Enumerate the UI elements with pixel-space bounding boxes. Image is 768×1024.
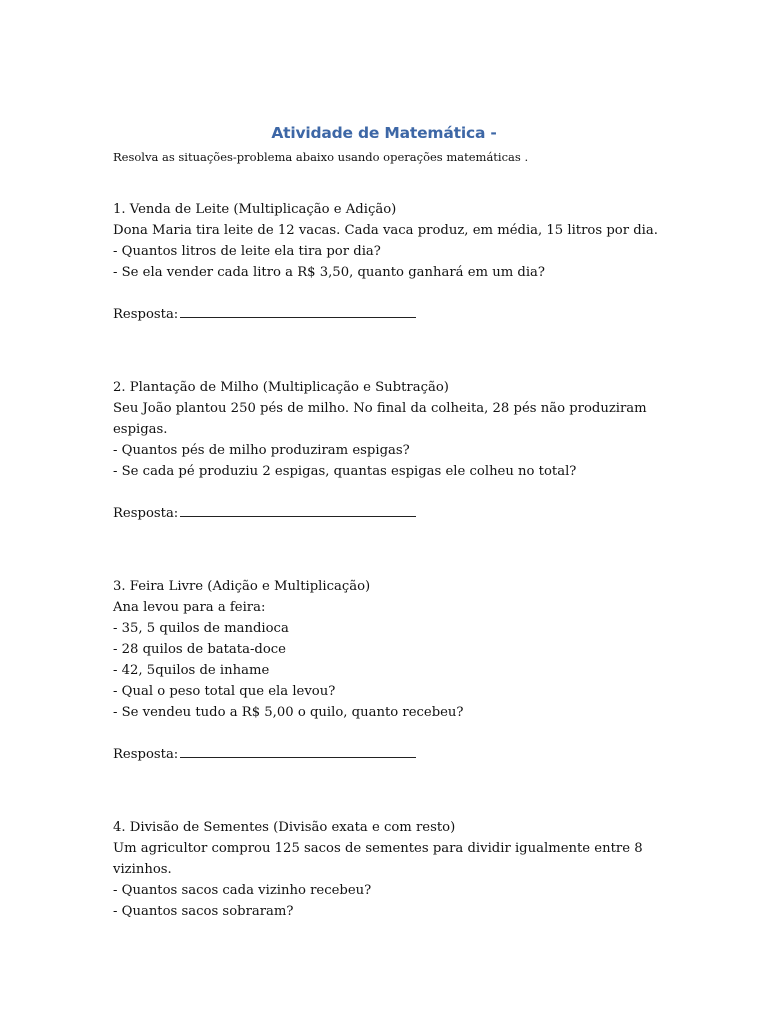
- q3-answer[interactable]: [113, 746, 416, 764]
- q2-line: - Se cada pé produziu 2 espigas, quantas espigas ele colheu no total?: [113, 464, 577, 479]
- q1-line: Dona Maria tira leite de 12 vacas. Cada vaca produz, em média, 15 litros por dia.: [113, 223, 658, 238]
- q1-heading: 1. Venda de Leite (Multiplicação e Adição): [113, 202, 397, 217]
- q4-line: Um agricultor comprou 125 sacos de sementes para dividir igualmente entre 8: [113, 841, 643, 856]
- q4-line: - Quantos sacos sobraram?: [113, 904, 294, 919]
- q3-heading: 3. Feira Livre (Adição e Multiplicação): [113, 579, 371, 594]
- q2-line: Seu João plantou 250 pés de milho. No final da colheita, 28 pés não produziram: [113, 401, 647, 416]
- q1-line: - Quantos litros de leite ela tira por dia?: [113, 244, 381, 259]
- q3-line: - Se vendeu tudo a R$ 5,00 o quilo, quanto recebeu?: [113, 705, 464, 720]
- q4-heading: 4. Divisão de Sementes (Divisão exata e com resto): [113, 820, 456, 835]
- answer-blank-line[interactable]: [180, 756, 416, 758]
- q1-answer[interactable]: [113, 306, 416, 324]
- q3-line: - Qual o peso total que ela levou?: [113, 684, 336, 699]
- q4-line: vizinhos.: [113, 862, 172, 877]
- q1-line: - Se ela vender cada litro a R$ 3,50, quanto ganhará em um dia?: [113, 265, 545, 280]
- q2-line: - Quantos pés de milho produziram espigas?: [113, 443, 410, 458]
- instructions: Resolva as situações-problema abaixo usando operações matemáticas .: [113, 150, 529, 164]
- q2-heading: 2. Plantação de Milho (Multiplicação e Subtração): [113, 380, 449, 395]
- q2-line: espigas.: [113, 422, 168, 437]
- q4-line: - Quantos sacos cada vizinho recebeu?: [113, 883, 372, 898]
- q3-line: - 28 quilos de batata-doce: [113, 642, 286, 657]
- answer-blank-line[interactable]: [180, 515, 416, 517]
- q3-line: - 42, 5quilos de inhame: [113, 663, 270, 678]
- answer-label: Resposta:: [113, 307, 179, 322]
- answer-label: Resposta:: [113, 506, 179, 521]
- page-title: Atividade de Matemática -: [271, 124, 497, 142]
- q3-line: - 35, 5 quilos de mandioca: [113, 621, 289, 636]
- answer-label: Resposta:: [113, 747, 179, 762]
- answer-blank-line[interactable]: [180, 316, 416, 318]
- q2-answer[interactable]: [113, 505, 416, 523]
- q3-line: Ana levou para a feira:: [113, 600, 266, 615]
